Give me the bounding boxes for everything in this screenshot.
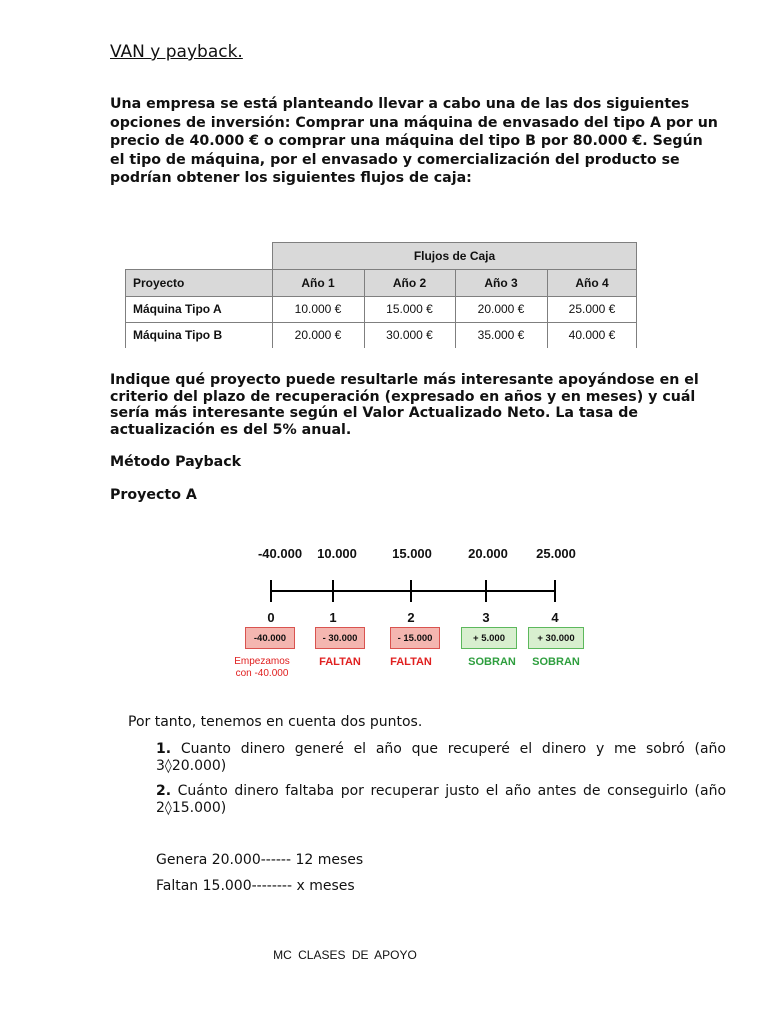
table-rule (455, 269, 456, 348)
calc-line: Faltan 15.000-------- x meses (156, 878, 355, 894)
timeline-amount: 10.000 (317, 546, 357, 561)
timeline-note: FALTAN (319, 656, 361, 668)
point-number: 1. (156, 741, 172, 757)
timeline-year: 3 (482, 610, 490, 625)
table-rule (272, 242, 273, 348)
balance-box: -40.000 (245, 627, 295, 649)
page-title: VAN y payback. (110, 42, 243, 62)
timeline-tick (332, 580, 334, 602)
timeline-note: FALTAN (390, 656, 432, 668)
table-rule (272, 242, 637, 243)
calc-line: Genera 20.000------ 12 meses (156, 852, 364, 868)
point-item (156, 783, 726, 817)
table-year-header: Año 2 (364, 269, 455, 296)
point-text: Cuánto dinero faltaba por recuperar justo el año antes de conseguirlo (año 2◊15.000) (156, 783, 727, 816)
timeline-year: 4 (551, 610, 559, 625)
table-cell: 35.000 € (477, 328, 525, 342)
timeline-amount: 20.000 (468, 546, 508, 561)
table-cell: 30.000 € (386, 328, 433, 342)
table-rule (125, 296, 637, 297)
table-cell: 20.000 € (294, 328, 342, 342)
timeline-note: Empezamos con -40.000 (234, 656, 290, 679)
table-cell: 10.000 € (294, 302, 342, 316)
balance-box: + 5.000 (461, 627, 517, 649)
timeline-tick (485, 580, 487, 602)
table-year-header: Año 4 (547, 269, 637, 296)
timeline-tick (410, 580, 412, 602)
table-cell: 40.000 € (568, 328, 616, 342)
table-rule (125, 269, 637, 270)
timeline-tick (270, 580, 272, 602)
table-rule (547, 269, 548, 348)
timeline-amount: -40.000 (257, 546, 303, 561)
project-heading: Proyecto A (110, 487, 197, 503)
table-row-label: Máquina Tipo A (133, 302, 222, 316)
point-number: 2. (156, 783, 172, 799)
payback-timeline (230, 540, 600, 690)
table-group-header: Flujos de Caja (272, 242, 637, 269)
table-cell: 25.000 € (568, 302, 616, 316)
timeline-note: SOBRAN (532, 656, 580, 668)
balance-box: + 30.000 (528, 627, 584, 649)
method-heading: Método Payback (110, 454, 242, 470)
table-row-label: Máquina Tipo B (133, 328, 223, 342)
point-item (156, 741, 726, 775)
balance-box: - 15.000 (390, 627, 440, 649)
table-year-header: Año 1 (272, 269, 364, 296)
table-year-header: Año 3 (455, 269, 547, 296)
table-project-header: Proyecto (125, 269, 272, 296)
point-text: Cuanto dinero generé el año que recuperé el dinero y me sobró (año 3◊20.000) (156, 741, 727, 774)
timeline-amount: 15.000 (392, 546, 432, 561)
table-rule (364, 269, 365, 348)
timeline-axis (270, 590, 556, 592)
timeline-year: 0 (267, 610, 275, 625)
timeline-note: SOBRAN (468, 656, 516, 668)
balance-box: - 30.000 (315, 627, 365, 649)
timeline-amount: 25.000 (536, 546, 576, 561)
table-rule (125, 269, 126, 348)
timeline-tick (554, 580, 556, 602)
table-cell: 20.000 € (477, 302, 525, 316)
intro-paragraph: Una empresa se está planteando llevar a cabo una de las dos siguientes opciones de inversión: Comprar una máquina de envasado del tipo A por un precio de 40.000 € o comprar una máquina del tipo B por 80.000 €. Según el tipo de máquina, por el envasado y comercialización del producto se podrían obtener los siguientes flujos de caja: (110, 96, 718, 186)
question-paragraph: Indique qué proyecto puede resultarle más interesante apoyándose en el criterio del plazo de recuperación (expresado en años y en meses) y cuál sería más interesante según el Valor Actualizado Neto. La tasa de actualización es del 5% anual. (110, 372, 699, 438)
table-rule (636, 242, 637, 348)
timeline-year: 2 (407, 610, 415, 625)
page-footer: MC CLASES DE APOYO (273, 948, 417, 962)
timeline-year: 1 (329, 610, 337, 625)
conclusion-text: Por tanto, tenemos en cuenta dos puntos. (128, 714, 423, 730)
table-rule (125, 322, 637, 323)
table-cell: 15.000 € (386, 302, 433, 316)
cash-flow-table (125, 242, 637, 348)
